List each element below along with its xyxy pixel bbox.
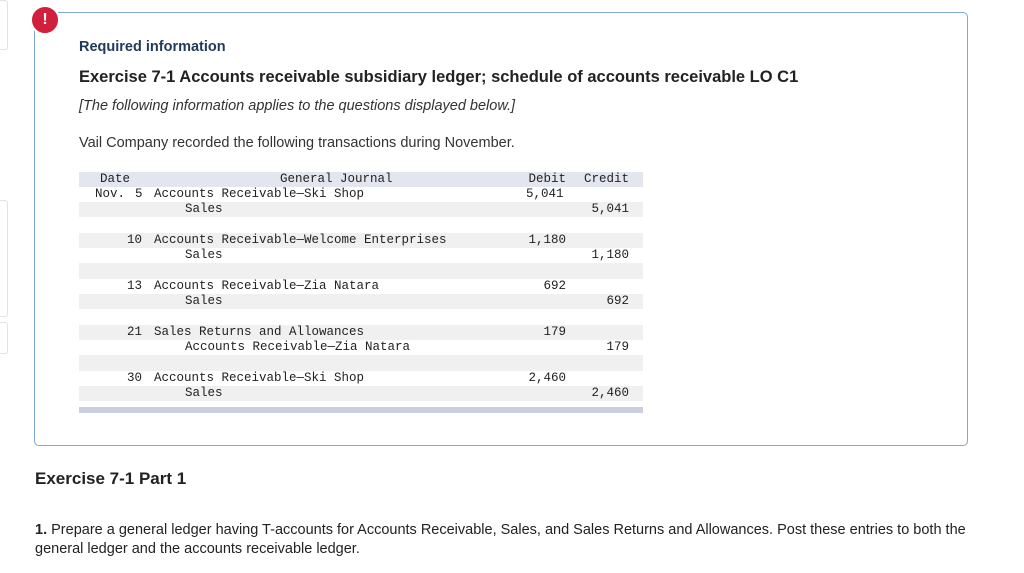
journal-credit-row xyxy=(79,340,643,355)
credit-account: Accounts Receivable—Zia Natara xyxy=(185,340,411,354)
required-information-label: Required information xyxy=(79,39,226,55)
left-tab[interactable] xyxy=(0,322,8,354)
header-debit: Debit xyxy=(528,172,566,186)
entry-day: 10 xyxy=(127,233,143,247)
journal-header-row xyxy=(79,172,643,187)
question-text xyxy=(35,521,1005,559)
part-title: Exercise 7-1 Part 1 xyxy=(35,469,187,488)
debit-account: Accounts Receivable—Welcome Enterprises xyxy=(154,233,447,247)
journal-debit-row xyxy=(79,279,643,294)
alert-icon: ! xyxy=(30,5,60,35)
left-edge-tabs xyxy=(0,0,8,360)
credit-account: Sales xyxy=(185,386,223,400)
question-body: Prepare a general ledger having T-accounts for Accounts Receivable, Sales, and Sales Returns and Allowances. Post these entries to both the general ledger and the accounts receivable ledger. xyxy=(35,522,966,557)
entry-day: 21 xyxy=(127,325,143,339)
credit-account: Sales xyxy=(185,202,223,216)
journal-credit-row xyxy=(79,202,643,217)
credit-amount: 5,041 xyxy=(591,202,629,216)
debit-amount: 179 xyxy=(543,325,566,339)
credit-amount: 1,180 xyxy=(591,248,629,262)
journal-bottom-rule xyxy=(79,407,643,413)
general-journal-table xyxy=(79,172,643,413)
credit-amount: 2,460 xyxy=(591,386,629,400)
header-credit: Credit xyxy=(583,172,629,186)
credit-amount: 692 xyxy=(606,294,629,308)
debit-amount: 692 xyxy=(543,279,566,293)
debit-amount: 2,460 xyxy=(528,371,566,385)
journal-debit-row xyxy=(79,233,643,248)
entry-day: 13 xyxy=(127,279,143,293)
debit-account: Sales Returns and Allowances xyxy=(154,325,365,339)
journal-credit-row xyxy=(79,294,643,309)
entry-day: 5 xyxy=(135,187,143,201)
credit-amount: 179 xyxy=(606,340,629,354)
left-tab[interactable] xyxy=(0,0,8,50)
intro-text: Vail Company recorded the following transactions during November. xyxy=(79,135,515,151)
journal-debit-row xyxy=(79,371,643,386)
debit-amount: 1,180 xyxy=(528,233,566,247)
entry-day: 30 xyxy=(127,371,143,385)
header-date: Date xyxy=(100,172,131,186)
header-general-journal: General Journal xyxy=(280,172,393,186)
debit-account: Accounts Receivable—Ski Shop xyxy=(154,187,365,201)
debit-amount: 5,041 xyxy=(526,187,564,201)
debit-account: Accounts Receivable—Ski Shop xyxy=(154,371,365,385)
credit-account: Sales xyxy=(185,248,223,262)
debit-account: Accounts Receivable—Zia Natara xyxy=(154,279,380,293)
journal-debit-row xyxy=(79,187,643,202)
credit-account: Sales xyxy=(185,294,223,308)
question-number: 1. xyxy=(35,522,48,538)
journal-credit-row xyxy=(79,248,643,263)
journal-credit-row xyxy=(79,386,643,401)
journal-debit-row xyxy=(79,325,643,340)
exercise-title: Exercise 7-1 Accounts receivable subsidiary ledger; schedule of accounts receivable LO C1 xyxy=(79,68,799,86)
applies-note: [The following information applies to the questions displayed below.] xyxy=(79,98,516,114)
left-tab[interactable] xyxy=(0,200,8,317)
entry-month: Nov. xyxy=(95,187,126,201)
